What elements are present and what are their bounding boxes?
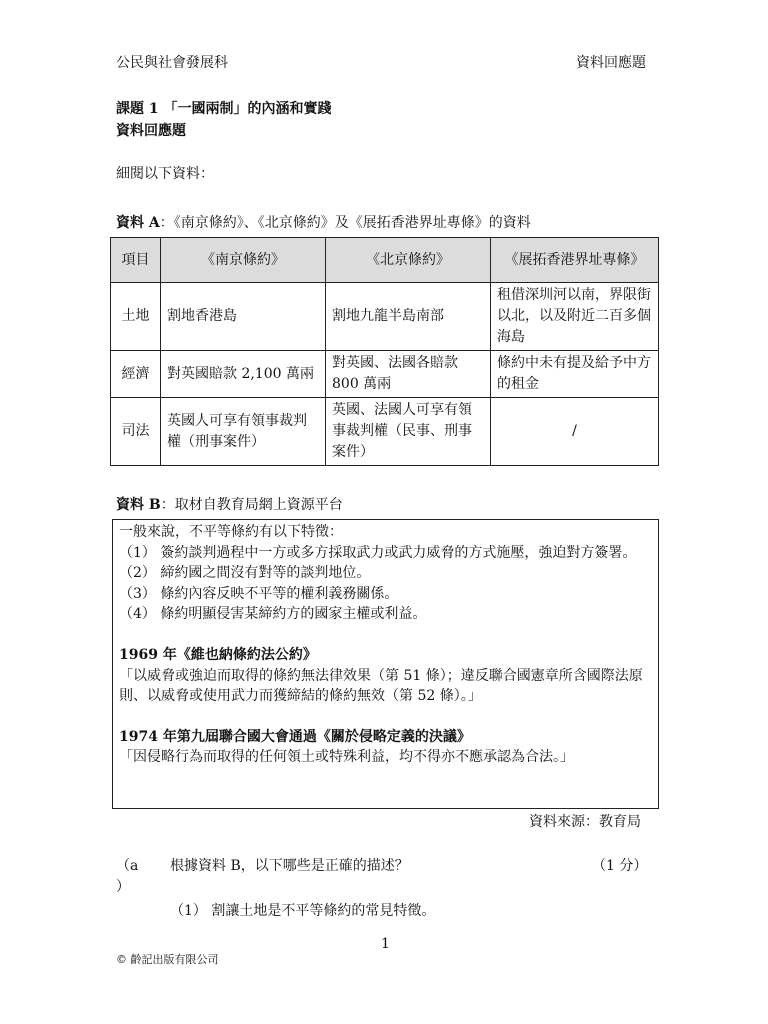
question-marks: （1 分） [592, 858, 648, 874]
features-intro: 一般來說，不平等條約有以下特徵： [119, 524, 343, 540]
un-title: 1974 年第九屆聯合國大會通過《關於侵略定義的決議》 [119, 728, 471, 745]
table-cell: 割地香港島 [161, 283, 326, 351]
table-cell: 英國人可享有領事裁判權（刑事案件） [161, 398, 326, 466]
feature-item: （2） 締約國之間沒有對等的談判地位。 [119, 565, 371, 582]
question-label-close: ） [116, 879, 130, 895]
question-label-open: （a [116, 858, 139, 874]
feature-item: （1） 簽約談判過程中一方或多方採取武力或武力威脅的方式施壓，強迫對方簽署。 [119, 544, 637, 561]
topic-title: 課題 1 「一國兩制」的內涵和實踐 [116, 101, 332, 117]
table-cell: 條約中未有提及給予中方的租金 [491, 351, 659, 398]
header-subject: 公民與社會發展科 [116, 55, 228, 71]
un-text: 「因侵略行為而取得的任何領土或特殊利益，均不得亦不應承認為合法。」 [119, 749, 574, 766]
table-cell: 割地九龍半島南部 [326, 283, 491, 351]
source-b-caption: ：取材自教育局網上資源平台 [160, 497, 343, 513]
table-cell: 土地 [111, 283, 161, 351]
source-a-heading [116, 212, 531, 232]
question-option-1: （1） 割讓土地是不平等條約的常見特徵。 [170, 903, 436, 919]
source-b-box [112, 519, 659, 809]
feature-item: （3） 條約內容反映不平等的權利義務關係。 [119, 585, 399, 602]
table-header-cell: 《展拓香港界址專條》 [491, 238, 659, 283]
table-row [111, 398, 659, 466]
table-row [111, 283, 659, 351]
table-row [111, 351, 659, 398]
source-b-heading [116, 494, 343, 514]
table-header-cell: 項目 [111, 238, 161, 283]
page-number: 1 [381, 936, 390, 952]
table-cell: 租借深圳河以南，界限街以北，以及附近二百多個海島 [491, 283, 659, 351]
table-header-row [111, 238, 659, 283]
table-header-cell: 《北京條約》 [326, 238, 491, 283]
feature-item: （4） 條約明顯侵害某締約方的國家主權或利益。 [119, 606, 427, 623]
table-cell: 經濟 [111, 351, 161, 398]
publisher-footer: © 齡記出版有限公司 [116, 953, 219, 966]
table-cell: 對英國、法國各賠款 800 萬兩 [326, 351, 491, 398]
topic-subtitle: 資料回應題 [116, 123, 186, 139]
source-b-citation: 資料來源：教育局 [529, 814, 641, 830]
instruction: 細閱以下資料： [116, 166, 214, 182]
source-b-label: 資料 B [116, 497, 161, 513]
vienna-title: 1969 年《維也納條約法公約》 [119, 646, 317, 663]
table-header-cell: 《南京條約》 [161, 238, 326, 283]
table-cell: 英國、法國人可享有領事裁判權（民事、刑事案件） [326, 398, 491, 466]
treaty-table [110, 237, 659, 466]
vienna-text: 「以威脅或強迫而取得的條約無法律效果（第 51 條）；違反聯合國憲章所含國際法原則、以威脅或使用武力而獲締結的條約無效（第 52 條）。」 [119, 667, 643, 705]
table-cell: 司法 [111, 398, 161, 466]
source-a-caption: ：《南京條約》、《北京條約》及《展拓香港界址專條》的資料 [159, 215, 531, 231]
table-cell: 對英國賠款 2,100 萬兩 [161, 351, 326, 398]
question-text: 根據資料 B，以下哪些是正確的描述？ [170, 858, 409, 874]
header-section: 資料回應題 [576, 55, 646, 71]
table-cell: / [491, 398, 659, 466]
source-a-label: 資料 A [116, 215, 160, 231]
